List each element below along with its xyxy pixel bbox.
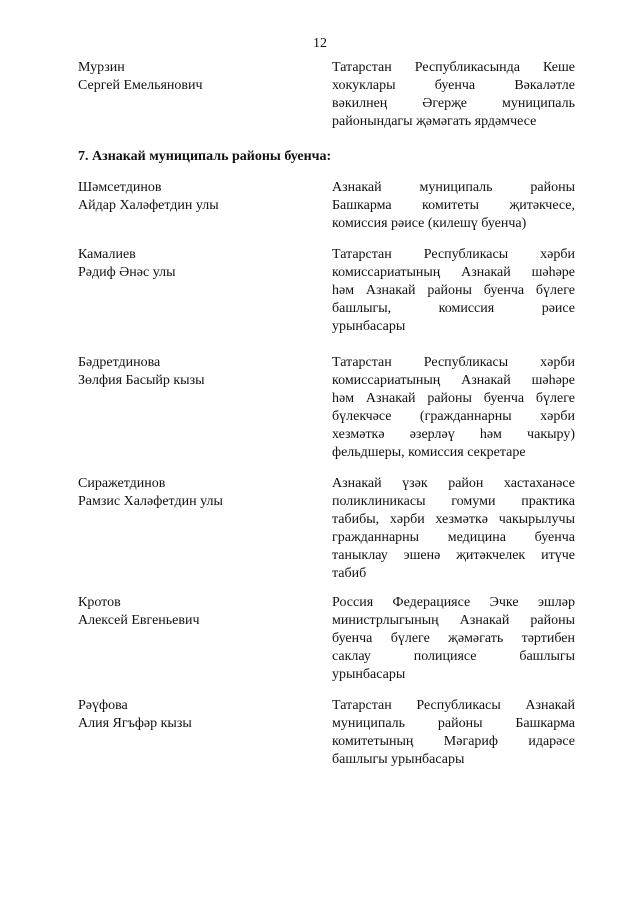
name-line: Рәдиф Әнәс улы <box>78 265 176 280</box>
position-line: районындагы җәмәгать ярдәмчесе <box>332 114 537 129</box>
position-line: Азнакай үзәк район хастаханәсе <box>332 476 575 491</box>
name-line: Мурзин <box>78 60 125 75</box>
member-name <box>78 246 313 282</box>
section-heading: 7. Азнакай муниципаль районы буенча: <box>78 149 332 164</box>
position-line: урынбасары <box>332 319 406 334</box>
name-line: Сергей Емельянович <box>78 78 203 93</box>
position-line: гражданнарны медицина буенча <box>332 530 575 545</box>
position-line: Азнакай муниципаль районы <box>332 180 575 195</box>
page-number: 12 <box>313 36 327 51</box>
position-line: вәкилнең Әгерҗе муниципаль <box>332 96 575 111</box>
position-line: Татарстан Республикасы хәрби <box>332 355 575 370</box>
position-line: башлыгы, комиссия рәисе <box>332 301 575 316</box>
position-line: табибы, хәрби хезмәткә чакырылучы <box>332 512 575 527</box>
position-line: табиб <box>332 566 367 581</box>
position-line: комиссариатының Азнакай шәһәре <box>332 373 575 388</box>
position-line: Башкарма комитеты җитәкчесе, <box>332 198 575 213</box>
member-name <box>78 59 313 95</box>
position-line: Татарстан Республикасы хәрби <box>332 247 575 262</box>
position-line: урынбасары <box>332 667 406 682</box>
name-line: Алия Ягъфәр кызы <box>78 716 192 731</box>
name-line: Айдар Халәфетдин улы <box>78 198 219 213</box>
position-line: һәм Азнакай районы буенча бүлеге <box>332 391 575 406</box>
position-line: комиссия рәисе (килешү буенча) <box>332 216 527 231</box>
position-line: комитетының Мәгариф идарәсе <box>332 734 575 749</box>
position-line: бүлекчәсе (гражданнарны хәрби <box>332 409 575 424</box>
position-line: башлыгы урынбасары <box>332 752 465 767</box>
member-position <box>332 246 575 336</box>
name-line: Бәдретдинова <box>78 355 161 370</box>
member-position <box>332 475 575 583</box>
member-name <box>78 475 313 511</box>
position-line: хокуклары буенча Вәкаләтле <box>332 78 575 93</box>
position-line: комиссариатының Азнакай шәһәре <box>332 265 575 280</box>
name-line: Рамзис Халәфетдин улы <box>78 494 223 509</box>
member-position <box>332 354 575 462</box>
position-line: поликлиникасы гомуми практика <box>332 494 575 509</box>
position-line: буенча бүлеге җәмәгать тәртибен <box>332 631 575 646</box>
name-line: Сиражетдинов <box>78 476 166 491</box>
name-line: Зөлфия Басыйр кызы <box>78 373 205 388</box>
position-line: Татарстан Республикасы Азнакай <box>332 698 575 713</box>
member-name <box>78 179 313 215</box>
position-line: һәм Азнакай районы буенча бүлеге <box>332 283 575 298</box>
name-line: Кротов <box>78 595 121 610</box>
position-line: таныклау эшенә җитәкчелек итүче <box>332 548 575 563</box>
position-line: саклау полициясе башлыгы <box>332 649 575 664</box>
name-line: Алексей Евгеньевич <box>78 613 200 628</box>
position-line: муниципаль районы Башкарма <box>332 716 575 731</box>
member-position <box>332 179 575 233</box>
member-position <box>332 697 575 769</box>
name-line: Рәүфова <box>78 698 128 713</box>
position-line: Татарстан Республикасында Кеше <box>332 60 575 75</box>
member-position <box>332 594 575 684</box>
position-line: фельдшеры, комиссия секретаре <box>332 445 526 460</box>
member-name <box>78 594 313 630</box>
position-line: хезмәткә әзерләү һәм чакыру) <box>332 427 575 442</box>
member-name <box>78 354 313 390</box>
member-position <box>332 59 575 131</box>
name-line: Шәмсетдинов <box>78 180 162 195</box>
member-name <box>78 697 313 733</box>
position-line: министрлыгының Азнакай районы <box>332 613 575 628</box>
position-line: Россия Федерациясе Эчке эшләр <box>332 595 575 610</box>
name-line: Камалиев <box>78 247 136 262</box>
